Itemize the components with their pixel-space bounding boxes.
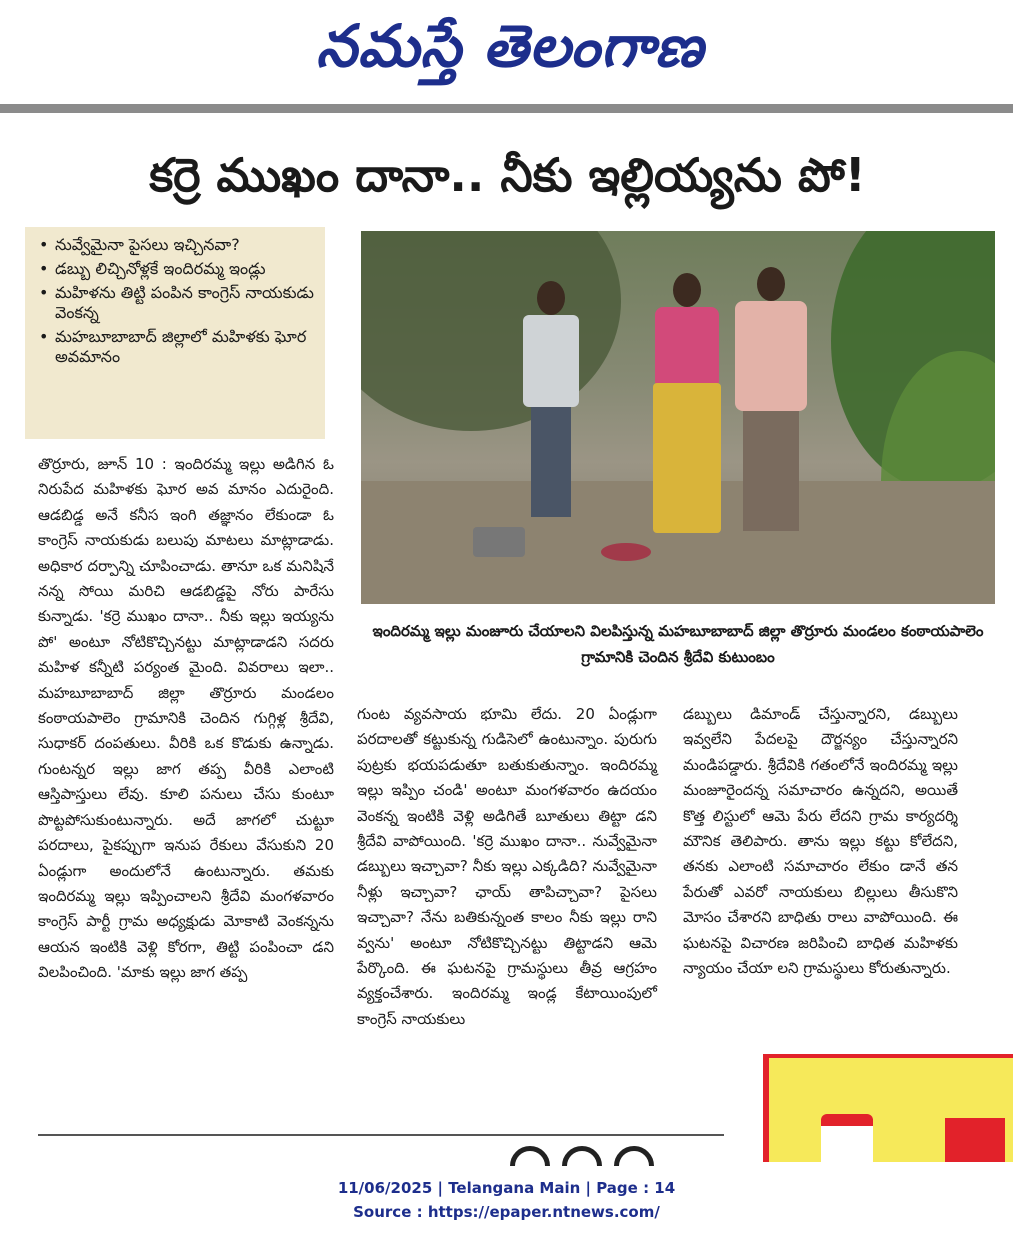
ad-logo-fragment [945,1118,1005,1162]
cropped-next-headline [510,1146,710,1166]
advertisement [763,1054,1013,1162]
news-photo [361,231,995,604]
bullet-icon: • [39,259,49,278]
highlight-item: • డబ్బు లిచ్చినోళ్లకే ఇందిరమ్మ ఇండ్లు [39,259,266,278]
person-figure [729,267,813,535]
headline: కర్రె ముఖం దానా.. నీకు ఇల్లియ్యను పో! [149,148,866,202]
footer-date-edition: 11/06/2025 | Telangana Main | Page : 14 [337,1179,676,1197]
person-figure [647,273,727,535]
article-column-1: తొర్రూరు, జూన్ 10 : ఇందిరమ్మ ఇల్లు అడిగిన ఓ నిరుపేద మహిళకు ఘోర అవ మానం ఎదురైంది. ఆడబిడ్డ అనే కనీస ఇంగి తజ్ఞానం లేకుండా ఓ కాంగ్రెస్ నాయకుడు బలుపు మాటలు మాట్లాడాడు. అధికార దర్పాన్ని చూపించాడు. తానూ ఒక మనిషినే నన్న సోయి మరిచి ఆడబిడ్డపై నోరు పారేసు కున్నాడు. 'కర్రె ముఖం దానా.. నీకు ఇల్లు ఇయ్యను పో' అంటూ నోటికొచ్చినట్టు మాట్లాడాడని సదరు మహిళ కన్నీటి పర్యంత మైంది. వివరాలు ఇలా.. మహబూబాబాద్ జిల్లా తొర్రూరు మండలం కంఠాయపాలెం గ్రామానికి చెందిన గుగ్గిళ్ల శ్రీదేవి, సుధాకర్ దంపతులు. వీరికి ఒక కొడుకు ఉన్నాడు. గుంటన్నర ఇల్లు జాగ తప్ప వీరికి ఎలాంటి ఆస్తిపాస్తులు లేవు. కూలి పనులు చేసు కుంటూ పొట్టపోసుకుంటున్నారు. అదే జాగలో చుట్టూ పరదాలు, పైకప్పుగా ఇనుప రేకులు వేసుకుని 20 ఏండ్లుగా అందులోనే ఉంటున్నారు. తమకు ఇందిరమ్మ ఇల్లు ఇప్పించాలని శ్రీదేవి మంగళవారం కాంగ్రెస్ పార్టీ గ్రామ అధ్యక్షుడు మోకాటి వెంకన్నను ఆయన ఇంటికి వెళ్లి కోరగా, తిట్టి పంపించా డని విలపించింది. 'మాకు ఇల్లు జాగ తప్ప [38,455,334,982]
footer-source: Source : https://epaper.ntnews.com/ [353,1203,660,1221]
photo-caption: ఇందిరమ్మ ఇల్లు మంజూరు చేయాలని విలపిస్తున్న మహబూబాబాద్ జిల్లా తొర్రూరు మండలం కంఠాయపాలెం గ్రామానికి చెందిన శ్రీదేవి కుటుంబం [372,622,984,666]
bullet-icon: • [39,327,49,346]
product-bottle-image [821,1114,873,1162]
highlights-box [25,227,325,439]
person-figure [519,281,583,521]
masthead [0,0,1013,100]
highlight-item: • మహబూబాబాద్ జిల్లాలో మహిళకు ఘోర అవమానం [39,327,307,366]
masthead-divider [0,104,1013,113]
bullet-icon: • [39,235,49,254]
highlight-item: • మహిళను తిట్టి పంపిన కాంగ్రెస్ నాయకుడు వెంకన్న [39,283,314,322]
article-column-2: గుంట వ్యవసాయ భూమి లేదు. 20 ఏండ్లుగా పరదాలతో కట్టుకున్న గుడిసెలో ఉంటున్నాం. పురుగు పుట్రకు భయపడుతూ బతుకుతున్నాం. ఇందిరమ్మ ఇల్లు ఇప్పిం చండి' అంటూ మంగళవారం ఉదయం వెంకన్న ఇంటికి వెళ్లి అడిగితే బూతులు తిట్టా డని శ్రీదేవి వాపోయింది. 'కర్రె ముఖం దానా.. నువ్వేమైనా డబ్బులు ఇచ్చావా? నీకు ఇల్లు ఎక్కడిది? నువ్వేమైనా నీళ్లు ఇచ్చావా? ఛాయ్ తాపిచ్చావా? పైసలు ఇచ్చావా? నేను బతికున్నంత కాలం నీకు ఇల్లు రాని వ్వను' అంటూ నోటికొచ్చినట్టు తిట్టాడని ఆమె పేర్కొంది. ఈ ఘటనపై గ్రామస్థులు తీవ్ర ఆగ్రహం వ్యక్తంచేశారు. ఇందిరమ్మ ఇండ్ల కేటాయింపులో కాంగ్రెస్ నాయకులు [357,705,657,1028]
article-bottom-rule [38,1134,724,1136]
bullet-icon: • [39,283,49,302]
article-column-3: డబ్బులు డిమాండ్ చేస్తున్నారని, డబ్బులు ఇవ్వలేని పేదలపై దౌర్జన్యం చేస్తున్నారని మండిపడ్డారు. శ్రీదేవికి గతంలోనే ఇందిరమ్మ ఇల్లు మంజూరైందన్న సమాచారం ఉన్నదని, అయితే కొత్త లిస్టులో ఆమె పేరు లేదని గ్రామ కార్యదర్శి మౌనిక తెలిపారు. తాను ఇల్లు కట్టు కోలేదని, తనకు ఎలాంటి సమాచారం లేకుం డానే తన పేరుతో ఎవరో నాయకులు బిల్లులు తీసుకొని మోసం చేశారని బాధితు రాలు వాపోయింది. ఈ ఘటనపై విచారణ జరిపించి బాధిత మహిళకు న్యాయం చేయా లని గ్రామస్థులు కోరుతున్నారు. [683,705,958,978]
masthead-logo: నమస్తే తెలంగాణ [316,12,704,80]
page-footer [0,1176,1013,1224]
highlight-item: • నువ్వేమైనా పైసలు ఇచ్చినవా? [39,235,240,254]
